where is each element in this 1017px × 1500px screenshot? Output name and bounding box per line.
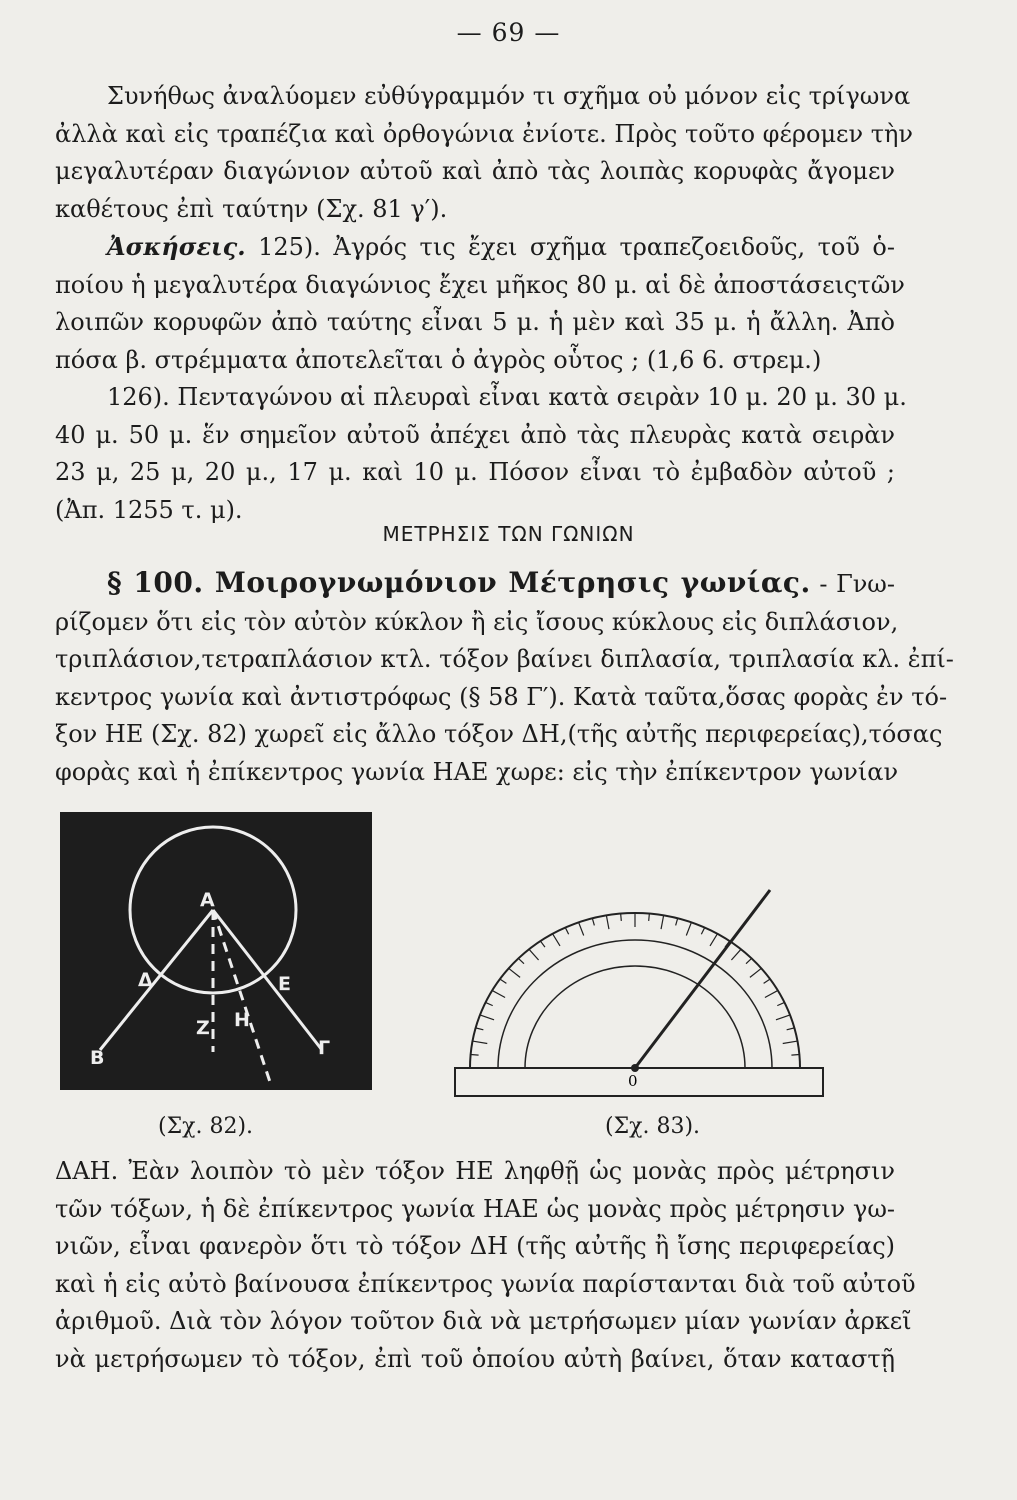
text-line: ποίου ἡ μεγαλυτέρα διαγώνιος ἔχει μῆκος 80 μ. αἱ δὲ ἀποστάσειςτῶν (55, 270, 905, 299)
text-line: 23 μ, 25 μ, 20 μ., 17 μ. καὶ 10 μ. Πόσον εἶναι τὸ ἐμβαδὸν αὐτοῦ ; (55, 458, 895, 486)
exercise-125-first-line (55, 228, 895, 267)
text-line: 40 μ. 50 μ. ἕν σημεῖον αὐτοῦ ἀπέχει ἀπὸ τὰς πλευρὰς κατὰ σειρὰν (55, 420, 895, 449)
protractor-tick (676, 918, 678, 925)
text-line: τῶν τόξων, ἡ δὲ ἐπίκεντρος γωνία ΗΑΕ ὡς μονὰς πρὸς μέτρησιν γω- (55, 1194, 895, 1223)
figure-82-caption: (Σχ. 82). (158, 1114, 254, 1139)
protractor-tick (765, 990, 778, 997)
page-number: — 69 — (456, 18, 561, 47)
text-line: καὶ ἡ εἰς αὐτὸ βαίνουσα ἐπίκεντρος γωνία παρίστανται διὰ τοῦ αὐτοῦ (55, 1269, 916, 1298)
figure-83-caption: (Σχ. 83). (605, 1114, 701, 1139)
exercise-125-text: 125). Ἀγρός τις ἔχει σχῆμα τραπεζοειδοῦς, τοῦ ὁ- (258, 233, 895, 261)
figure-82-label-z: Ζ (196, 1017, 210, 1039)
exercises-block (55, 228, 907, 529)
section-100-first-rest: - Γνω- (810, 570, 895, 598)
figure-83-protractor (440, 880, 840, 1105)
protractor-tick (471, 1054, 479, 1055)
text-line: καθέτους ἐπὶ ταύτην (Σχ. 81 γ′). (55, 194, 448, 223)
text-line: ἀριθμοῦ. Διὰ τὸν λόγον τοῦτον διὰ νὰ μετρήσωμεν μίαν γωνίαν ἀρκεῖ (55, 1307, 912, 1335)
section-heading: ΜΕΤΡΗΣΙΣ ΤΩΝ ΓΩΝΙΩΝ (382, 522, 635, 546)
figure-82-label-e: Ε (278, 973, 291, 995)
text-line: ἀλλὰ καὶ εἰς τραπέζια καὶ ὀρθογώνια ἐνίοτε. Πρὸς τοῦτο φέρομεν τὴν (55, 119, 913, 148)
protractor-tick (776, 1015, 790, 1020)
text-line: ρίζομεν ὅτι εἰς τὸν αὐτὸν κύκλον ἢ εἰς ἴσους κύκλους εἰς διπλάσιον, (55, 607, 899, 636)
protractor-tick (661, 915, 664, 929)
text-line: μεγαλυτέραν διαγώνιον αὐτοῦ καὶ ἀπὸ τὰς λοιπὰς κορυφὰς ἄγομεν (55, 157, 895, 185)
protractor-tick (473, 1041, 488, 1043)
protractor-tick (476, 1028, 484, 1030)
figure-83-degree-ticks (470, 913, 800, 1068)
protractor-tick (606, 915, 609, 929)
figure-83-outer-arc (470, 913, 800, 1068)
protractor-tick (592, 918, 594, 925)
protractor-tick (783, 1041, 798, 1043)
protractor-tick (731, 949, 741, 960)
protractor-tick (529, 949, 539, 960)
text-line: 126). Πενταγώνου αἱ πλευραὶ εἶναι κατὰ σειρὰν 10 μ. 20 μ. 30 μ. (107, 383, 907, 411)
protractor-tick (500, 979, 507, 983)
intro-paragraph (55, 78, 913, 228)
text-line: ξον ΗΕ (Σχ. 82) χωρεῖ εἰς ἄλλο τόξον ΔΗ,(τῆς αὐτῆς περιφερείας),τόσας (55, 720, 943, 748)
protractor-tick (485, 1002, 492, 1005)
protractor-tick (777, 1002, 784, 1005)
text-line: πόσα β. στρέμματα ἀποτελεῖται ὁ ἀγρὸς οὗτος ; (1,6 6. στρεμ.) (55, 345, 822, 374)
protractor-tick (553, 934, 561, 946)
protractor-tick (509, 968, 520, 977)
protractor-tick (701, 927, 704, 934)
figure-83-zero-label: 0 (628, 1072, 638, 1090)
section-100-first-line (55, 564, 895, 604)
figure-82-label-d: Δ (138, 969, 153, 991)
protractor-tick (492, 990, 505, 997)
protractor-tick (710, 934, 718, 946)
figure-82-label-h: Η (234, 1009, 250, 1031)
section-100-title: § 100. Μοιρογνωμόνιον Μέτρησις γωνίας. (107, 566, 811, 599)
protractor-tick (764, 979, 771, 983)
protractor-tick (746, 958, 752, 963)
section-100-block (55, 564, 954, 791)
figure-83-middle-arc (498, 940, 772, 1068)
figure-83-angle-ray (635, 890, 770, 1068)
protractor-tick (621, 913, 622, 920)
final-paragraph (55, 1153, 916, 1378)
text-line: λοιπῶν κορυφῶν ἀπὸ ταύτης εἶναι 5 μ. ἡ μὲν καὶ 35 μ. ἡ ἄλλη. Ἀπὸ (55, 308, 895, 336)
protractor-tick (518, 958, 524, 963)
protractor-tick (565, 927, 568, 934)
protractor-tick (750, 968, 761, 977)
figure-82-label-a: Α (200, 889, 215, 911)
figure-83-center-point (631, 1064, 639, 1072)
figure-83-base-bar (455, 1068, 823, 1096)
text-line: νὰ μετρήσωμεν τὸ τόξον, ἐπὶ τοῦ ὁποίου αὐτὴ βαίνει, ὅταν καταστῇ (55, 1344, 895, 1373)
protractor-tick (791, 1054, 799, 1055)
text-line: ΔΑΗ. Ἐὰν λοιπὸν τὸ μὲν τόξον ΗΕ ληφθῇ ὡς μονὰς πρὸς μέτρησιν (55, 1157, 895, 1185)
figure-82-circle-diagram (60, 812, 372, 1090)
protractor-tick (787, 1028, 795, 1030)
text-line: Συνήθως ἀναλύομεν εὐθύγραμμόν τι σχῆμα οὐ μόνον εἰς τρίγωνα (107, 82, 911, 110)
text-line: νιῶν, εἶναι φανερὸν ὅτι τὸ τόξον ΔΗ (τῆς αὐτῆς ἢ ἴσης περιφερείας) (55, 1232, 895, 1260)
protractor-tick (686, 922, 691, 935)
text-line: (Ἀπ. 1255 τ. μ). (55, 495, 243, 524)
figure-82-label-g: Γ (318, 1037, 331, 1059)
figure-82-label-b: Β (90, 1047, 105, 1069)
text-line: κεντρος γωνία καὶ ἀντιστρόφως (§ 58 Γ′). Κατὰ ταῦτα,ὅσας φορὰς ἐν τό- (55, 682, 948, 711)
protractor-tick (540, 941, 545, 947)
exercises-label: Ἀσκήσεις. (107, 232, 246, 261)
text-line: φορὰς καὶ ἡ ἐπίκεντρος γωνία ΗΑΕ χωρε: εἰς τὴν ἐπίκεντρον γωνίαν (55, 757, 899, 786)
protractor-tick (649, 913, 650, 920)
protractor-tick (579, 922, 584, 935)
figure-83-inner-arc (525, 966, 745, 1068)
protractor-tick (480, 1015, 494, 1020)
text-line: τριπλάσιον,τετραπλάσιον κτλ. τόξον βαίνει διπλασία, τριπλασία κλ. ἐπί- (55, 645, 954, 673)
